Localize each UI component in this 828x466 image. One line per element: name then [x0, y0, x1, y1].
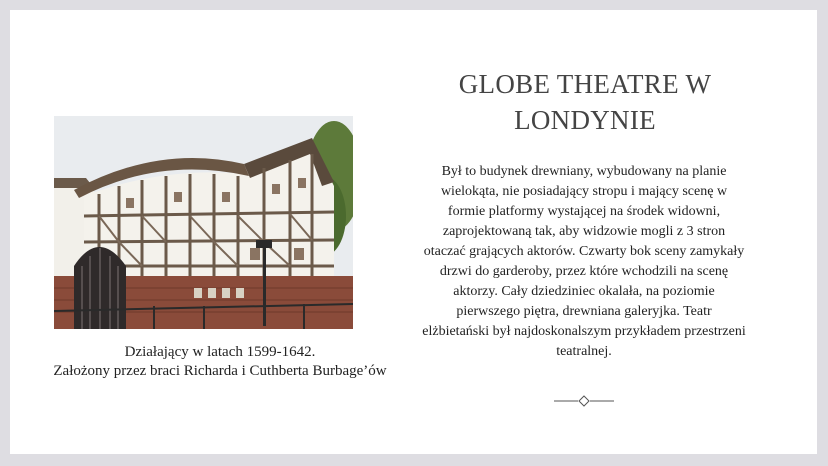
photo-caption: [30, 343, 410, 381]
slide-body-text: Był to budynek drewniany, wybudowany na planie wielokąta, nie posiadający stropu i mający scenę w formie platformy wystającej na środek widowni, zaprojektowaną tak, aby widzowie mogli z 3 stron otaczać grających aktorów. Czwarty bok sceny zamykały drzwi do garderoby, przez które wchodzili na scenę aktorzy. Cały dziedziniec okalała, na poziomie pierwszego piętra, drewniana galeryjka. Teatr elżbietański był najdoskonalszym przykładem przestrzeni teatralnej.: [422, 164, 746, 359]
caption-line-2: Założony przez braci Richarda i Cuthberta Burbage’ów: [53, 363, 387, 379]
globe-theatre-photo: [54, 116, 353, 329]
slide-title: GLOBE THEATRE W LONDYNIE: [458, 69, 712, 135]
caption-line-1: Działający w latach 1599-1642.: [124, 344, 316, 360]
slide: [10, 10, 817, 454]
diamond-divider-icon: [554, 394, 614, 408]
